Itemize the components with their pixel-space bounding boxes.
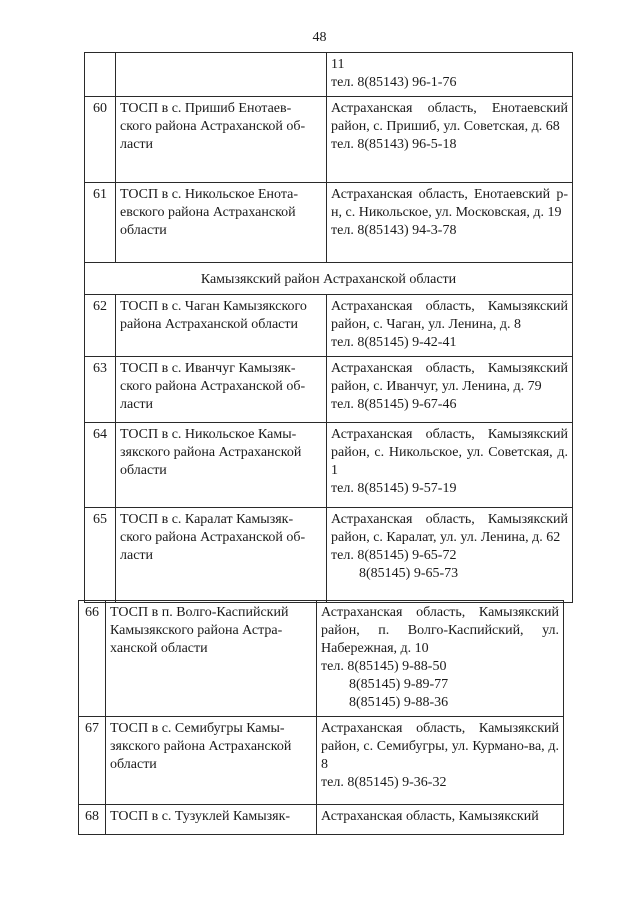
address-text: Астраханская область, Камызякский район, с. Каралат, ул. ул. Ленина, д. 62	[331, 512, 568, 545]
name-line: ТОСП в с. Иванчуг Камызяк-	[120, 361, 296, 376]
table-row	[79, 717, 564, 805]
name-line: ского района Астраханской об-	[120, 530, 306, 545]
phone-line: тел. 8(85145) 9-65-72	[331, 548, 457, 563]
section-row	[85, 263, 573, 295]
address-text: Астраханская область, Енотаевский р-н, с. Никольское, ул. Московская, д. 19	[331, 187, 568, 220]
phone-line: тел. 8(85143) 94-3-78	[331, 223, 457, 238]
name-line: евского района Астраханской	[120, 205, 296, 220]
address-cell	[317, 805, 564, 835]
address-cell	[327, 423, 573, 508]
row-number-cell	[85, 53, 116, 97]
address-cell	[317, 717, 564, 805]
address-text: Астраханская область, Камызякский район, с. Никольское, ул. Советская, д. 1	[331, 427, 568, 478]
name-line: области	[110, 757, 157, 772]
table-row	[85, 423, 573, 508]
name-cell	[116, 183, 327, 263]
name-line: ТОСП в с. Никольское Енота-	[120, 187, 299, 202]
directory-table-top	[84, 52, 573, 603]
address-cell	[327, 97, 573, 183]
address-text: Астраханская область, Камызякский район, п. Волго-Каспийский, ул. Набережная, д. 10	[321, 605, 559, 656]
phone-line: 8(85145) 9-65-73	[359, 566, 459, 581]
row-number-cell: 60	[85, 97, 116, 183]
name-cell	[116, 357, 327, 423]
table-row	[85, 508, 573, 603]
name-line: ТОСП в с. Семибугры Камы-	[110, 721, 285, 736]
name-line: ТОСП в с. Пришиб Енотаев-	[120, 101, 292, 116]
address-cell	[327, 357, 573, 423]
name-line: ТОСП в с. Чаган Камызякского	[120, 299, 307, 314]
address-text: Астраханская область, Камызякский	[321, 809, 539, 824]
name-line: ласти	[120, 548, 154, 563]
address-cell	[317, 601, 564, 717]
phone-line: тел. 8(85145) 9-88-50	[321, 659, 447, 674]
name-cell	[116, 53, 327, 97]
row-number-cell: 62	[85, 295, 116, 357]
name-cell	[116, 423, 327, 508]
name-cell	[116, 508, 327, 603]
address-cell	[327, 508, 573, 603]
section-heading: Камызякский район Астраханской области	[85, 263, 573, 295]
name-line: ТОСП в с. Тузуклей Камызяк-	[110, 809, 291, 824]
table-row	[79, 601, 564, 717]
row-number-cell: 63	[85, 357, 116, 423]
name-line: Камызякского района Астра-	[110, 623, 283, 638]
table-row	[85, 357, 573, 423]
row-number-cell: 68	[79, 805, 106, 835]
phone-line: тел. 8(85143) 96-1-76	[331, 75, 457, 90]
name-line: области	[120, 223, 167, 238]
phone-line: 8(85145) 9-88-36	[349, 695, 449, 710]
name-line: района Астраханской области	[120, 317, 299, 332]
phone-line: 8(85145) 9-89-77	[349, 677, 449, 692]
name-cell	[106, 805, 317, 835]
address-text: Астраханская область, Камызякский район, с. Чаган, ул. Ленина, д. 8	[331, 299, 568, 332]
name-cell	[116, 295, 327, 357]
row-number-cell: 61	[85, 183, 116, 263]
table-row	[79, 805, 564, 835]
name-line: ханской области	[110, 641, 208, 656]
name-line: ТОСП в п. Волго-Каспийский	[110, 605, 289, 620]
name-line: зякского района Астраханской	[110, 739, 292, 754]
row-number-cell: 64	[85, 423, 116, 508]
name-cell	[116, 97, 327, 183]
phone-line: тел. 8(85145) 9-57-19	[331, 481, 457, 496]
name-cell	[106, 601, 317, 717]
table-row	[85, 183, 573, 263]
name-line: области	[120, 463, 167, 478]
page-number: 48	[312, 30, 327, 45]
table-row	[85, 295, 573, 357]
row-number-cell: 67	[79, 717, 106, 805]
name-line: ТОСП в с. Никольское Камы-	[120, 427, 297, 442]
name-line: ского района Астраханской об-	[120, 379, 306, 394]
address-line: 11	[331, 57, 345, 72]
phone-line: тел. 8(85145) 9-67-46	[331, 397, 457, 412]
table-row	[85, 97, 573, 183]
phone-line: тел. 8(85145) 9-42-41	[331, 335, 457, 350]
address-text: Астраханская область, Камызякский район, с. Иванчуг, ул. Ленина, д. 79	[331, 361, 568, 394]
name-line: ТОСП в с. Каралат Камызяк-	[120, 512, 294, 527]
phone-line: тел. 8(85145) 9-36-32	[321, 775, 447, 790]
name-line: ского района Астраханской об-	[120, 119, 306, 134]
name-cell	[106, 717, 317, 805]
name-line: ласти	[120, 397, 154, 412]
name-line: зякского района Астраханской	[120, 445, 302, 460]
directory-table-bottom	[78, 600, 564, 835]
address-text: Астраханская область, Камызякский район, с. Семибугры, ул. Курмано-ва, д. 8	[321, 721, 559, 772]
row-number-cell: 65	[85, 508, 116, 603]
address-cell	[327, 295, 573, 357]
address-text: Астраханская область, Енотаевский район, с. Пришиб, ул. Советская, д. 68	[331, 101, 568, 134]
table-row	[85, 53, 573, 97]
phone-line: тел. 8(85143) 96-5-18	[331, 137, 457, 152]
address-cell	[327, 183, 573, 263]
name-line: ласти	[120, 137, 154, 152]
address-cell	[327, 53, 573, 97]
row-number-cell: 66	[79, 601, 106, 717]
